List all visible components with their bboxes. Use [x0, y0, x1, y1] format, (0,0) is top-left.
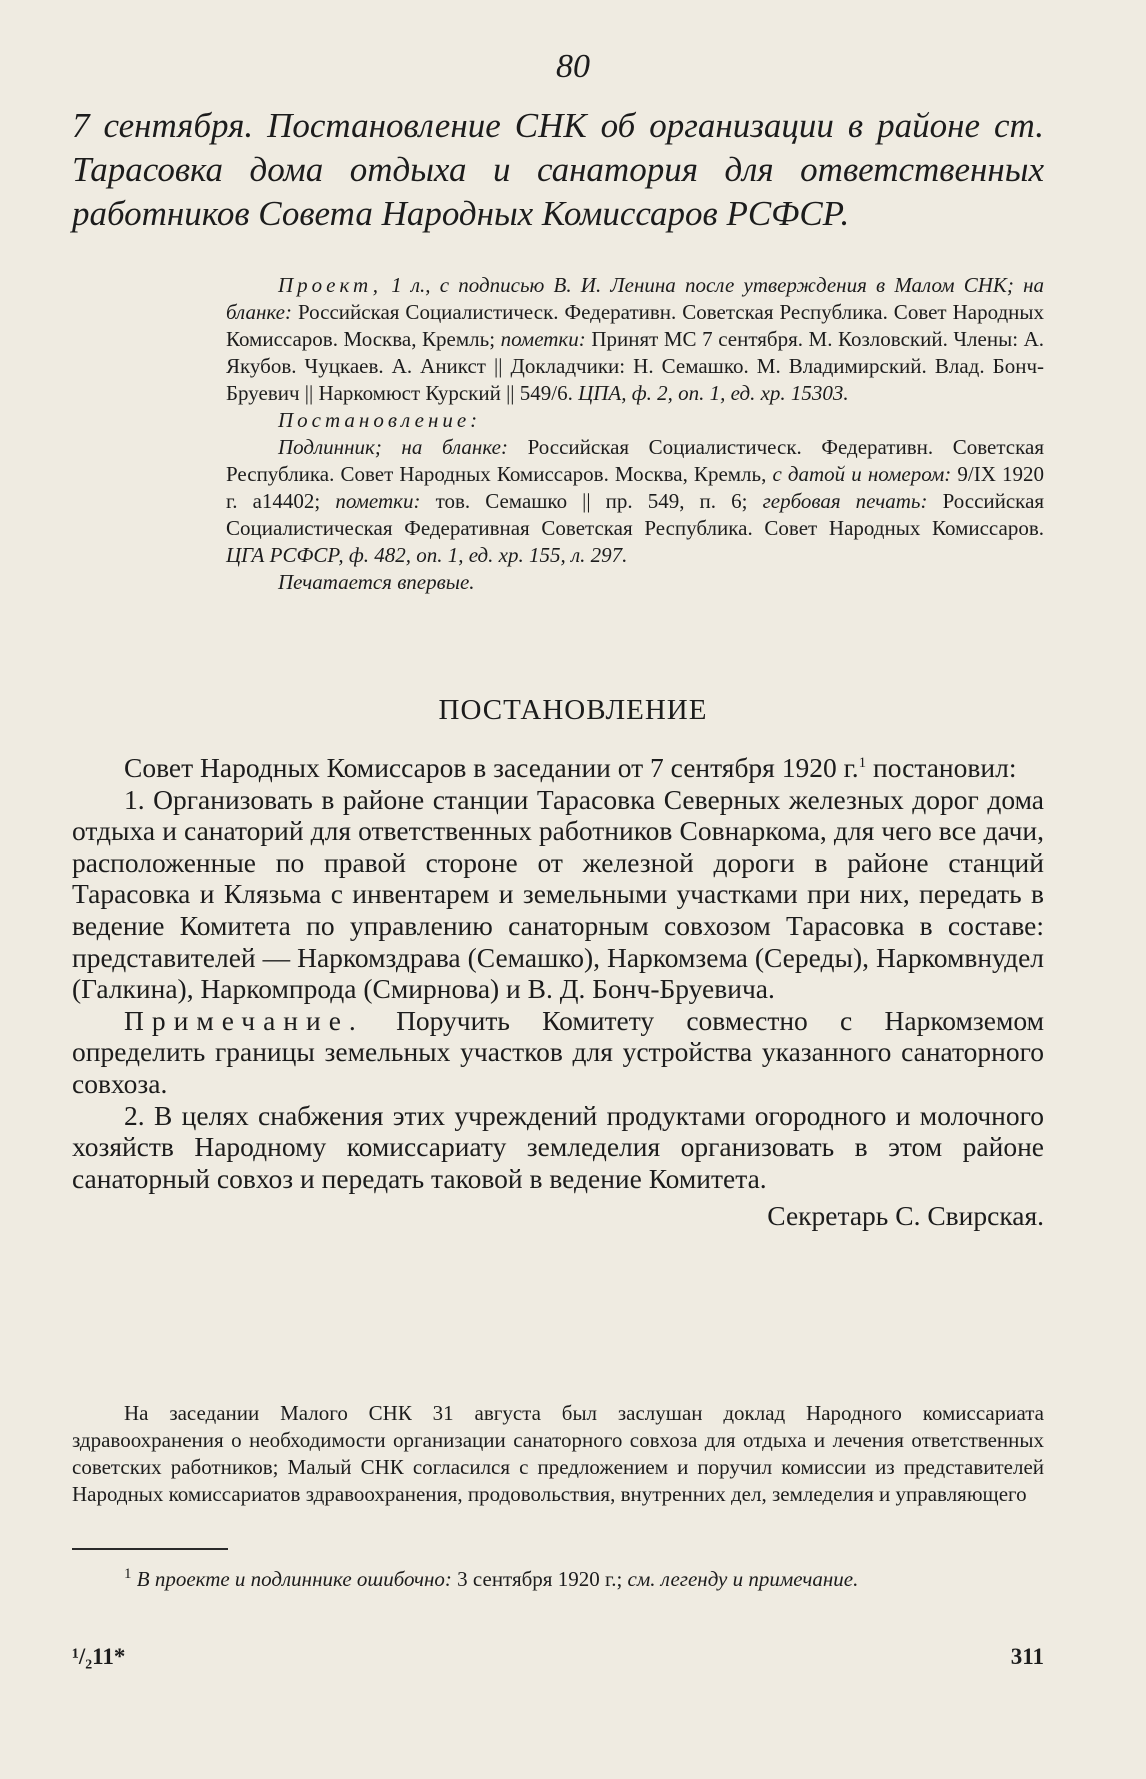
page-number: 80	[556, 48, 590, 85]
decree-item-2: 2. В целях снабжения этих учреждений продуктами огородного и молочного хозяйств Народному комиссариату земледелия организовать в этом районе санаторный совхоз и передать таковой в ведение Комитета.	[72, 1099, 1044, 1194]
commentary: На заседании Малого СНК 31 августа был заслушан доклад Народного комиссариата здравоохранения о необходимости организации санаторного совхоза для отдыха и лечения ответственных советских работников; Малый СНК согласился с предложением и поручил комиссии из представителей Народных комиссариатов здравоохранения, продовольствия, внутренних дел, земледелия и управляющего	[72, 1401, 1044, 1506]
project-label: Проект,	[278, 273, 382, 297]
footnote-mark: 1	[858, 754, 867, 771]
signature-mark: ¹/₂11*	[72, 1644, 126, 1669]
footer-page-number: 311	[1010, 1644, 1044, 1669]
document-title: 7 сентября. Постановление СНК об организации в районе ст. Тарасовка дома отдыха и санатория для ответственных работников Совета Народных Комиссаров РСФСР.	[72, 106, 1044, 233]
decree-body	[72, 752, 1044, 1232]
archive-reference: ЦГА РСФСР, ф. 482, оп. 1, ед. хр. 155, л. 297.	[226, 543, 628, 567]
footnote-divider	[72, 1548, 228, 1550]
project-description: Проект, 1 л., с подписью В. И. Ленина после утверждения в Малом СНК; на бланке: Российская Социалистическ. Федеративн. Советская Республика. Совет Народных Комиссаров. Москва, Кремль; пометки: Принят МС 7 сентября. М. Козловский. Члены: А. Якубов. Чуцкаев. А. Аникст || Докладчики: Н. Семашко. М. Владимирский. Влад. Бонч-Бруевич || Наркомюст Курский || 549/6. ЦПА, ф. 2, оп. 1, ед. хр. 15303.	[226, 273, 1045, 405]
first-published-note: Печатается впервые.	[278, 570, 475, 594]
decree-note: Примечание. Поручить Комитету совместно с Наркомземом определить границы земельных участков для устройства указанного санаторного совхоза.	[72, 1004, 1045, 1099]
decree-intro: Совет Народных Комиссаров в заседании от 7 сентября 1920 г.$^1$ постановил:	[124, 752, 1017, 783]
decree-item-1: 1. Организовать в районе станции Тарасовка Северных железных дорог дома отдыха и санаторий для ответственных работников Совнаркома, для чего все дачи, расположенные по правой стороне от железной дороги в районе станций Тарасовка и Клязьма с инвентарем и земельными участками при них, передать в ведение Комитета по управлению санаторным совхозом Тарасовка в составе: представителей — Наркомздрава (Семашко), Наркомзема (Середы), Наркомвнудел (Галкина), Наркомпрода (Смирнова) и В. Д. Бонч-Бруевича.	[72, 783, 1044, 1005]
decree-label: Постановление:	[278, 408, 482, 432]
source-note	[226, 272, 1044, 596]
archive-reference: ЦПА, ф. 2, оп. 1, ед. хр. 15303.	[578, 381, 849, 405]
signature: Секретарь С. Свирская.	[767, 1200, 1044, 1232]
decree-heading: ПОСТАНОВЛЕНИЕ	[438, 694, 708, 726]
original-description: Подлинник; на бланке: Российская Социалистическ. Федеративн. Советская Республика. Совет Народных Комиссаров. Москва, Кремль, с датой и номером: 9/IX 1920 г. а14402; пометки: тов. Семашко || пр. 549, п. 6; гербовая печать: Российская Социалистическая Федеративная Советская Республика. Совет Народных Комиссаров. ЦГА РСФСР, ф. 482, оп. 1, ед. хр. 155, л. 297.	[226, 435, 1045, 567]
footnote: $^1$ В проекте и подлиннике ошибочно: 3 сентября 1920 г.; см. легенду и примечание.	[124, 1566, 859, 1591]
